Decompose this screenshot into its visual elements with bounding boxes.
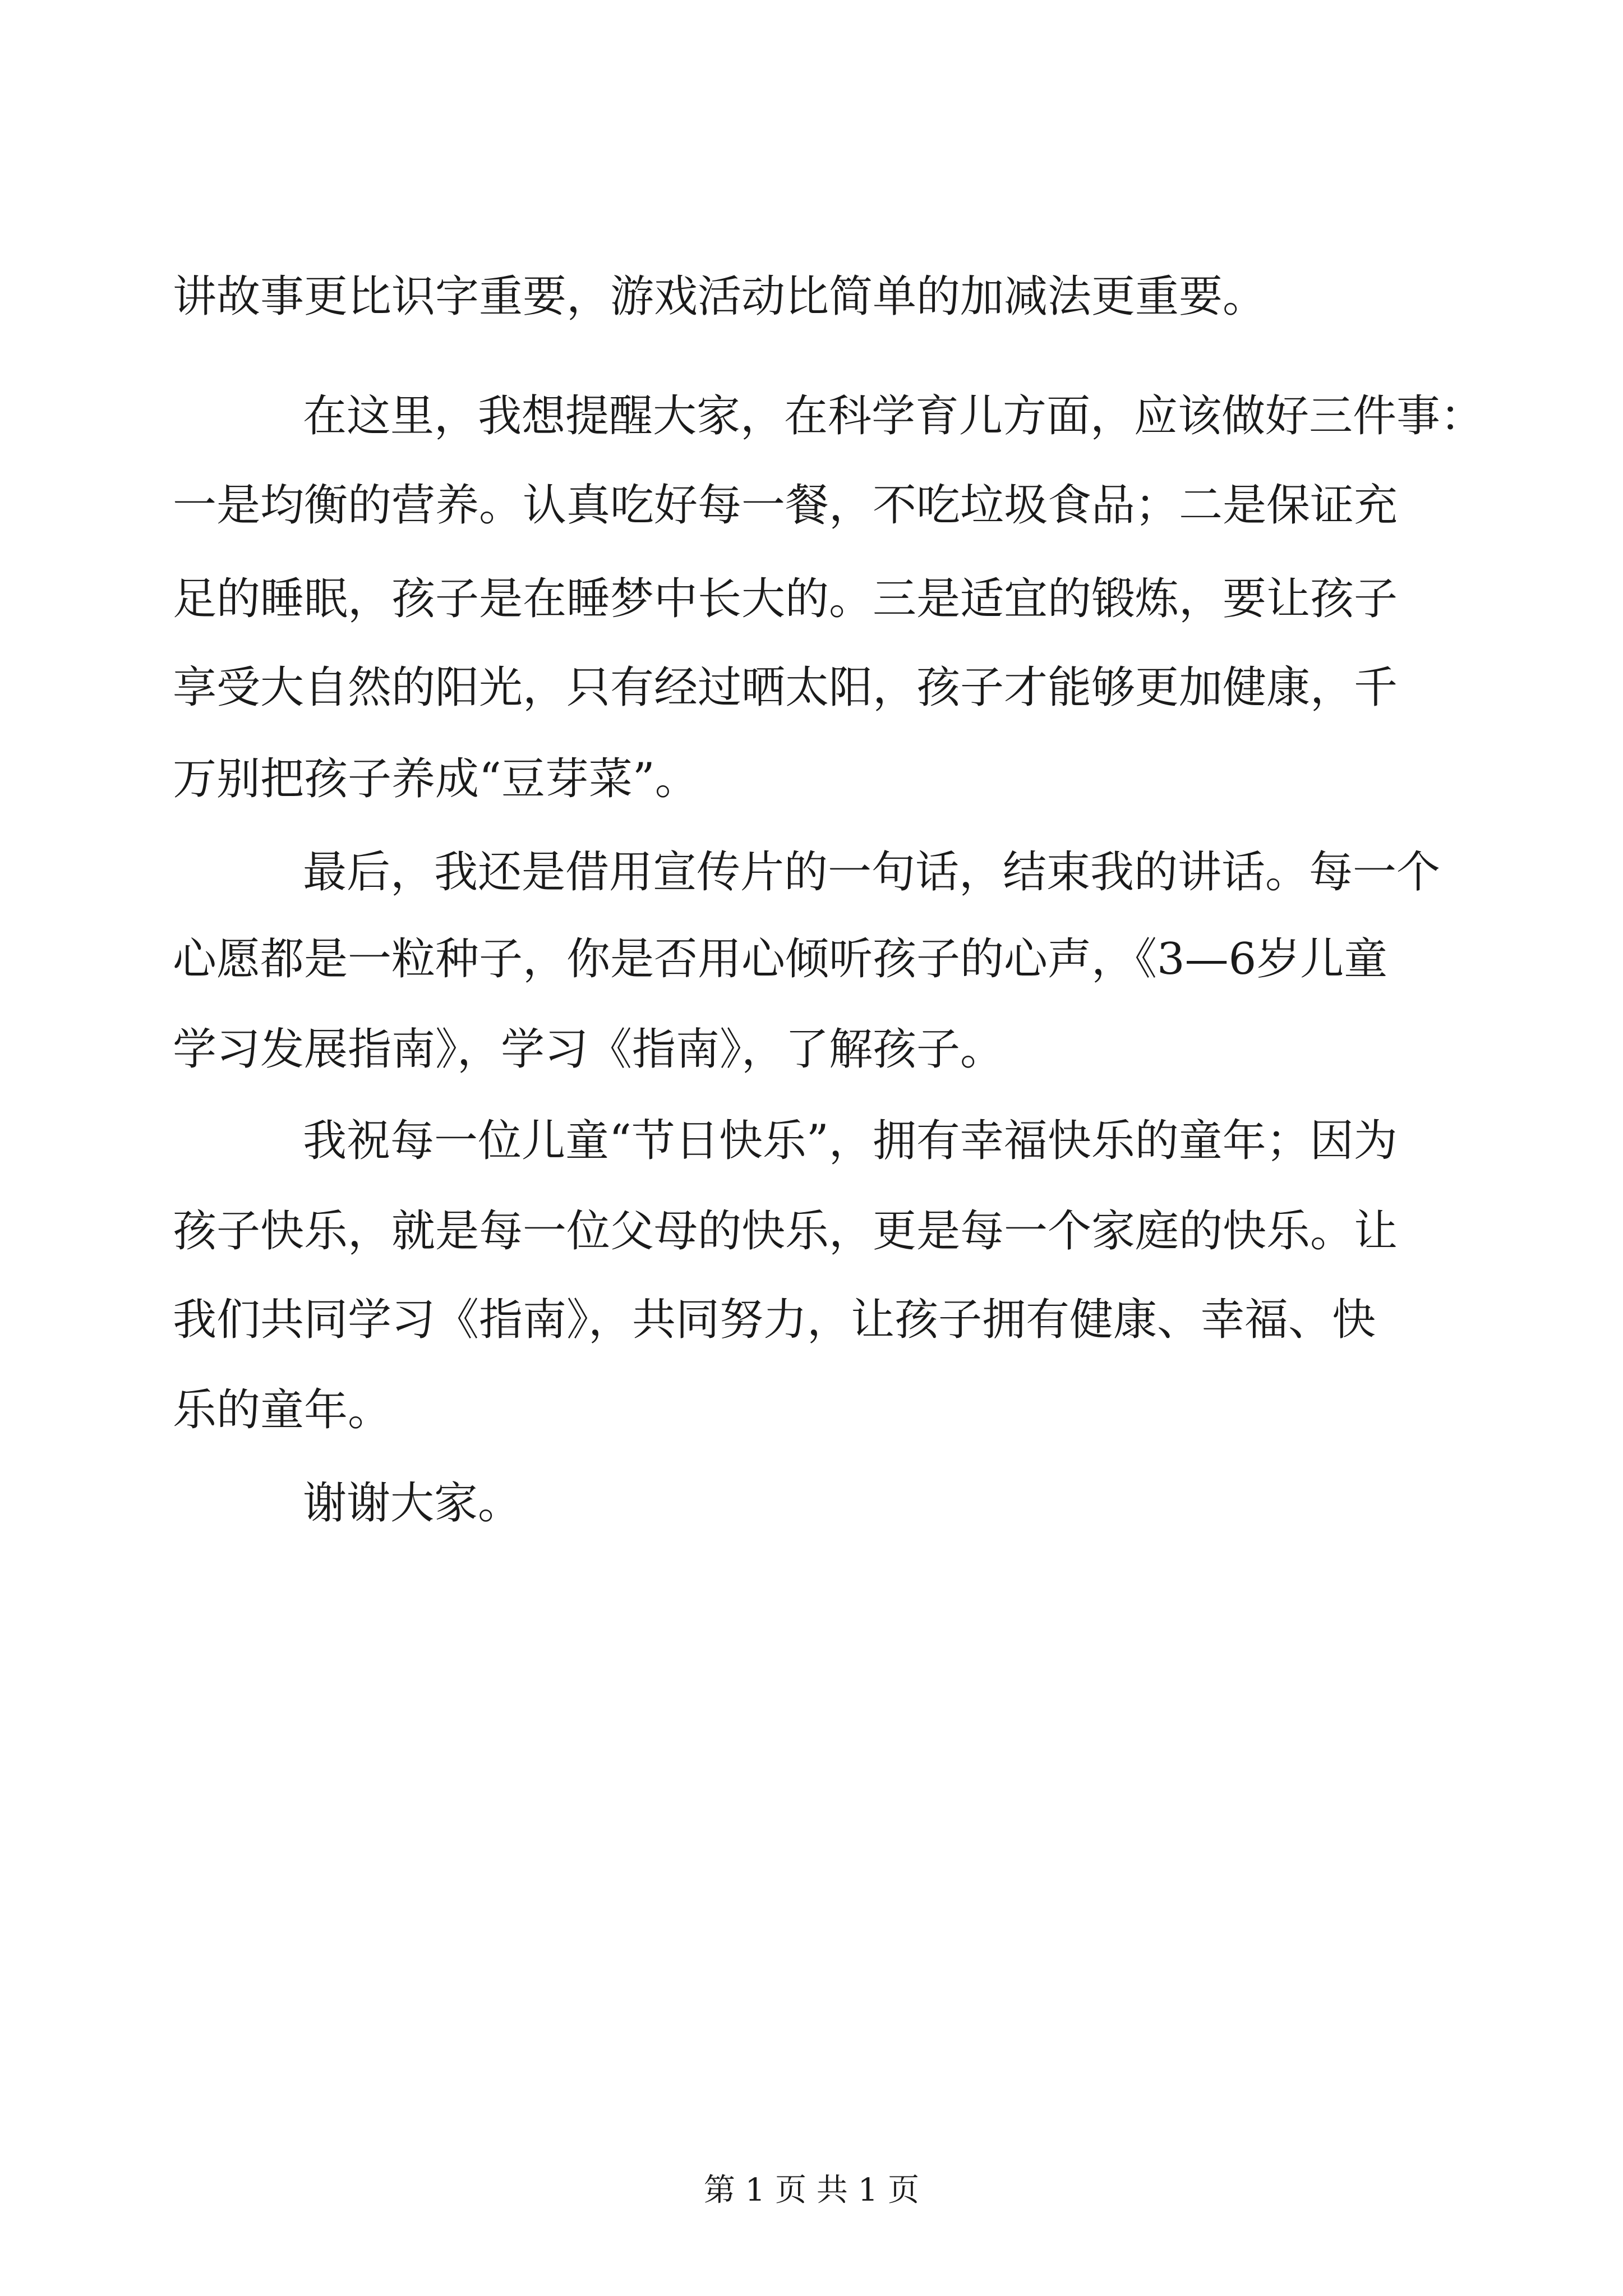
text-line: 足的睡眠，孩子是在睡梦中长大的。三是适宜的锻炼，要让孩子 (173, 574, 1398, 624)
text-line: 我祝每一位儿童“节日快乐”，拥有幸福快乐的童年；因为 (303, 1116, 1398, 1166)
text-line: 心愿都是一粒种子，你是否用心倾听孩子的心声，《3—6岁儿童 (173, 934, 1388, 984)
text-line: 讲故事更比识字重要，游戏活动比简单的加减法更重要。 (173, 272, 1267, 322)
text-line: 在这里，我想提醒大家，在科学育儿方面，应该做好三件事： (303, 391, 1484, 441)
text-line: 乐的童年。 (173, 1385, 392, 1435)
text-line: 最后，我还是借用宣传片的一句话，结束我的讲话。每一个 (303, 847, 1441, 898)
text-line: 孩子快乐，就是每一位父母的快乐，更是每一个家庭的快乐。让 (173, 1206, 1398, 1257)
text-line: 万别把孩子养成“豆芽菜”。 (173, 754, 699, 804)
text-line: 一是均衡的营养。认真吃好每一餐，不吃垃圾食品；二是保证充 (173, 480, 1398, 531)
text-line: 享受大自然的阳光，只有经过晒太阳，孩子才能够更加健康，千 (173, 662, 1398, 713)
text-line: 谢谢大家。 (303, 1478, 522, 1529)
text-line: 我们共同学习《指南》，共同努力，让孩子拥有健康、幸福、快 (173, 1295, 1376, 1345)
page-number-footer: 第 1 页 共 1 页 (703, 2172, 920, 2208)
text-line: 学习发展指南》，学习《指南》，了解孩子。 (173, 1024, 1004, 1075)
